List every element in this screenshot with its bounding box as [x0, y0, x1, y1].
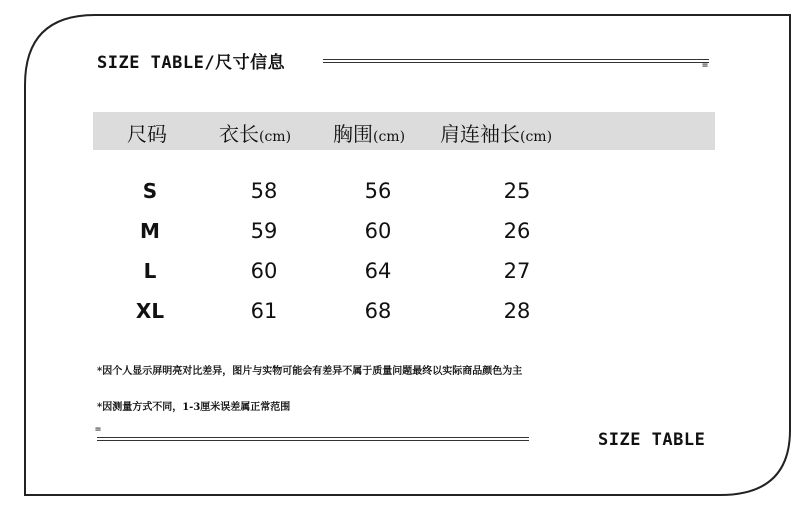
row-xl-length: 61: [250, 299, 278, 323]
header-length-unit: (cm): [259, 129, 292, 145]
header-sleeve-unit: (cm): [520, 129, 553, 145]
bottom-rule: [97, 437, 529, 438]
footer-title: SIZE TABLE: [598, 430, 706, 450]
row-l-chest: 64: [364, 259, 392, 283]
row-m-size: M: [140, 219, 160, 243]
row-m-length: 59: [250, 219, 278, 243]
row-l-length: 60: [250, 259, 278, 283]
bottom-rule-lower: [97, 440, 529, 441]
title-rule-lower: [323, 62, 709, 63]
header-size: [127, 118, 167, 147]
row-m-chest: 60: [364, 219, 392, 243]
note-display-difference: *因个人显示屏明亮对比差异，图片与实物可能会有差异不属于质量问题最终以实际商品颜色为主: [97, 366, 523, 377]
header-sleeve: [440, 118, 552, 147]
header-sleeve-label: 肩连袖长: [440, 122, 520, 146]
title-rule: [323, 59, 709, 60]
page-title: SIZE TABLE/尺寸信息: [97, 53, 286, 73]
row-xl-size: XL: [135, 299, 165, 323]
row-s-chest: 56: [364, 179, 392, 203]
header-size-label: 尺码: [127, 122, 167, 146]
row-l-size: L: [143, 259, 157, 283]
note-measurement-error: *因测量方式不同，1-3厘米误差属正常范围: [97, 402, 291, 413]
row-xl-sleeve: 28: [503, 299, 531, 323]
row-s-sleeve: 25: [503, 179, 531, 203]
row-m-sleeve: 26: [503, 219, 531, 243]
row-l-sleeve: 27: [503, 259, 531, 283]
header-chest-unit: (cm): [373, 129, 406, 145]
header-length-label: 衣长: [219, 122, 259, 146]
header-length: [219, 118, 291, 147]
bottom-mark: =: [95, 424, 102, 435]
row-xl-chest: 68: [364, 299, 392, 323]
row-s-size: S: [142, 179, 158, 203]
title-mark: =: [702, 60, 709, 71]
row-s-length: 58: [250, 179, 278, 203]
header-chest: [333, 118, 405, 147]
header-chest-label: 胸围: [333, 122, 373, 146]
